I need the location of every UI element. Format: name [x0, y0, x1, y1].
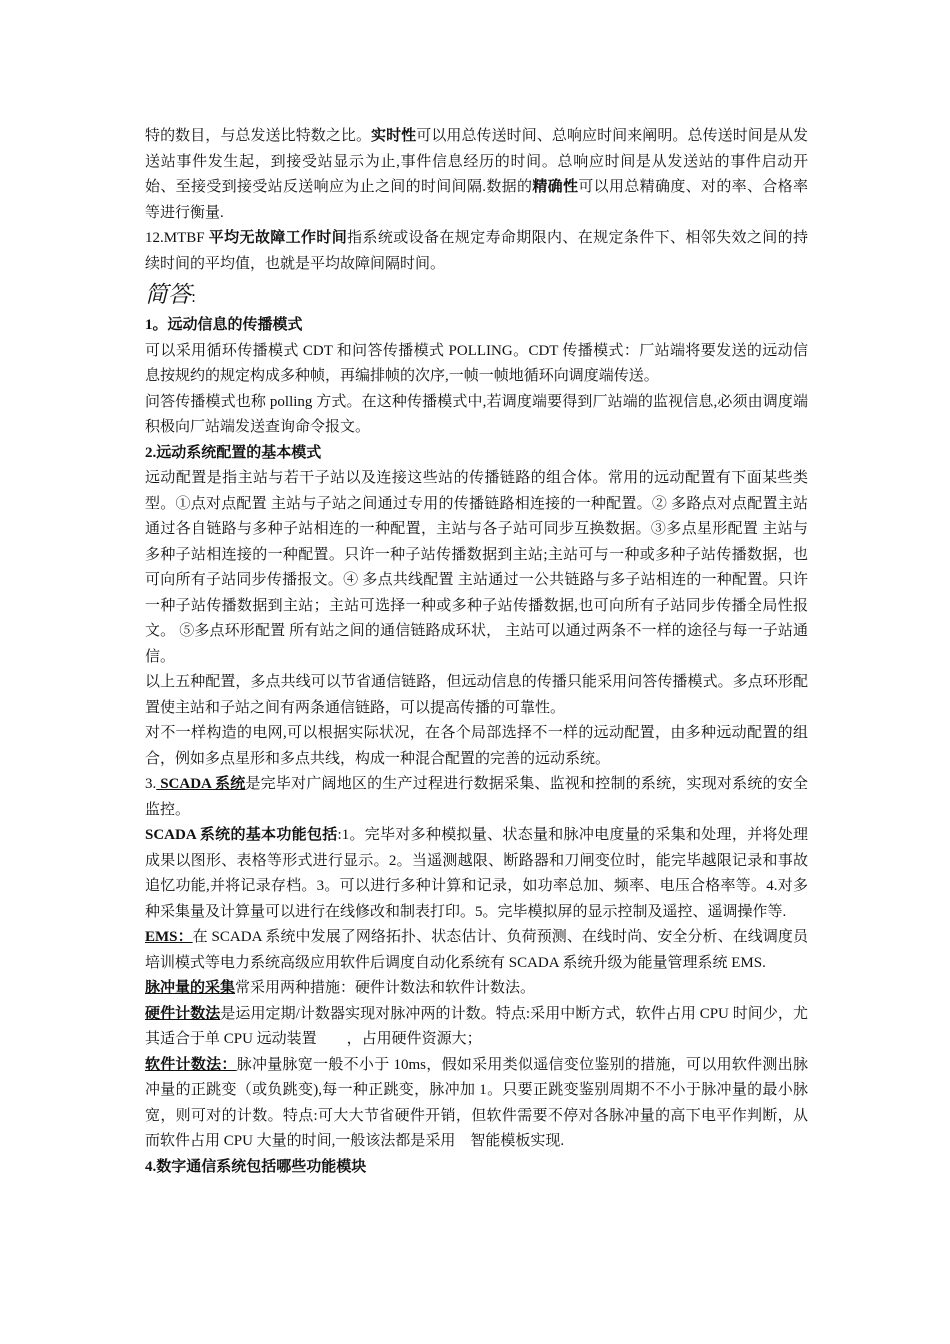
- heading-q4: 4.数字通信系统包括哪些功能模块: [145, 1158, 367, 1175]
- text-run: 12.MTBF: [145, 230, 209, 246]
- text-run: 可以用总传送时间、总响应时间来阐明。总传送时间是从发送站事件发生起，到接受站显示为止,事件信息经历的时间。总响应时间是从发送站的事件启动开始、至接受到接受站反送响应为止之间的时间间隔.数据的: [145, 128, 808, 195]
- term-scada: SCADA 系统: [156, 776, 246, 792]
- term-software-count: 软件计数法：: [145, 1056, 237, 1073]
- text-run: 特的数目，与总发送比特数之比。: [145, 128, 372, 144]
- paragraph-q3-pulse: 脉冲量的采集常采用两种措施：硬件计数法和软件计数法。: [145, 980, 536, 996]
- paragraph-q1-2: 问答传播模式也称 polling 方式。在这种传播模式中,若调度端要得到厂站端的监视信息,必须由调度端积极向厂站端发送查询命令报文。: [145, 393, 808, 435]
- term-mtbf: 平均无故障工作时间: [208, 230, 348, 246]
- paragraph-q3-ems: EMS：在 SCADA 系统中发展了网络拓扑、状态估计、负荷预测、在线时尚、安全分析、在线调度员培训模式等电力系统高级应用软件后调度自动化系统有 SCADA 系统升级为能量管理系统 EMS.: [145, 929, 808, 971]
- section-title: 简答:: [145, 282, 197, 308]
- paragraph-performance: [145, 124, 808, 226]
- heading-q1: 1。远动信息的传播模式: [145, 317, 303, 333]
- paragraph-q3-hardware: 硬件计数法是运用定期/计数器实现对脉冲两的计数。特点:采用中断方式，软件占用 CPU 时间少，尤其适合于单 CPU 远动装置 ，占用硬件资源大；: [145, 1005, 808, 1047]
- document-body: [145, 124, 808, 1180]
- paragraph-q2-2: 以上五种配置，多点共线可以节省通信链路，但远动信息的传播只能采用问答传播模式。多点环形配置使主站和子站之间有两条通信链路，可以提高传播的可靠性。: [145, 674, 808, 716]
- term-scada-functions: SCADA 系统的基本功能包括: [145, 827, 338, 843]
- text-run: 可以用总精确度、对的率、合格率等进行衡量.: [145, 179, 808, 221]
- paragraph-q2-3: 对不一样构造的电网,可以根据实际状况，在各个局部选择不一样的远动配置，由多种远动配置的组合，例如多点星形和多点共线，构成一种混合配置的完善的远动系统。: [145, 725, 808, 767]
- paragraph-q3-functions: SCADA 系统的基本功能包括:1。完毕对多种模拟量、状态量和脉冲电度量的采集和处理，并将处理成果以图形、表格等形式进行显示。2。当遥测越限、断路器和刀闸变位时，能完毕越限记录和事故追忆功能,并将记录存档。3。可以进行多种计算和记录，如功率总加、频率、电压合格率等。4.对多种采集量及计算量可以进行在线修改和制表打印。5。完毕模拟屏的显示控制及遥控、遥调操作等.: [145, 827, 808, 920]
- term-hardware-count: 硬件计数法: [145, 1005, 221, 1022]
- heading-q2: 2.远动系统配置的基本模式: [145, 444, 322, 461]
- paragraph-q2-1: 远动配置是指主站与若干子站以及连接这些站的传播链路的组合体。常用的远动配置有下面某些类型。①点对点配置 主站与子站之间通过专用的传播链路相连接的一种配置。② 多路点对点配置主站通过各自链路与多种子站相连的一种配置，主站与各子站可同步互换数据。③多点星形配置 主站与多种子站相连接的一种配置。只许一种子站传播数据到主站;主站可与一种或多种子站传播数据，也可向所有子站同步传播报文。④ 多点共线配置 主站通过一公共链路与多子站相连的一种配置。只许一种子站传播数据到主站；主站可选择一种或多种子站传播数据,也可向所有子站同步传播全局性报文。 ⑤多点环形配置 所有站之间的通信链路成环状， 主站可以通过两条不一样的途径与每一子站通信。: [145, 470, 808, 665]
- paragraph-q3-software: 软件计数法：脉冲量脉宽一般不小于 10ms，假如采用类似遥信变位鉴别的措施，可以用软件测出脉冲量的正跳变（或负跳变),每一种正跳变，脉冲加 1。只要正跳变鉴别周期不不小于脉冲量的最小脉宽，则可对的计数。特点:可大大节省硬件开销，但软件需要不停对各脉冲量的高下电平作判断，从而软件占用 CPU 大量的时间,一般该法都是采用 智能模板实现.: [145, 1056, 808, 1149]
- term-ems: EMS：: [145, 929, 193, 945]
- term-pulse: 脉冲量的采集: [145, 980, 236, 996]
- term-accuracy: 精确性: [532, 179, 579, 195]
- paragraph-q3-scada: 3. SCADA 系统是完毕对广阔地区的生产过程进行数据采集、监视和控制的系统，实现对系统的安全监控。: [145, 776, 808, 818]
- paragraph-q1-1: 可以采用循环传播模式 CDT 和问答传播模式 POLLING。CDT 传播模式：厂站端将要发送的远动信息按规约的规定构成多种帧，再编排帧的次序,一帧一帧地循环向调度端传送。: [145, 342, 808, 384]
- term-realtime: 实时性: [371, 128, 417, 144]
- text-run: 指系统或设备在规定寿命期限内、在规定条件下、相邻失效之间的持续时间的平均值，也就是平均故障间隔时间。: [145, 230, 808, 272]
- paragraph-mtbf: [145, 226, 808, 277]
